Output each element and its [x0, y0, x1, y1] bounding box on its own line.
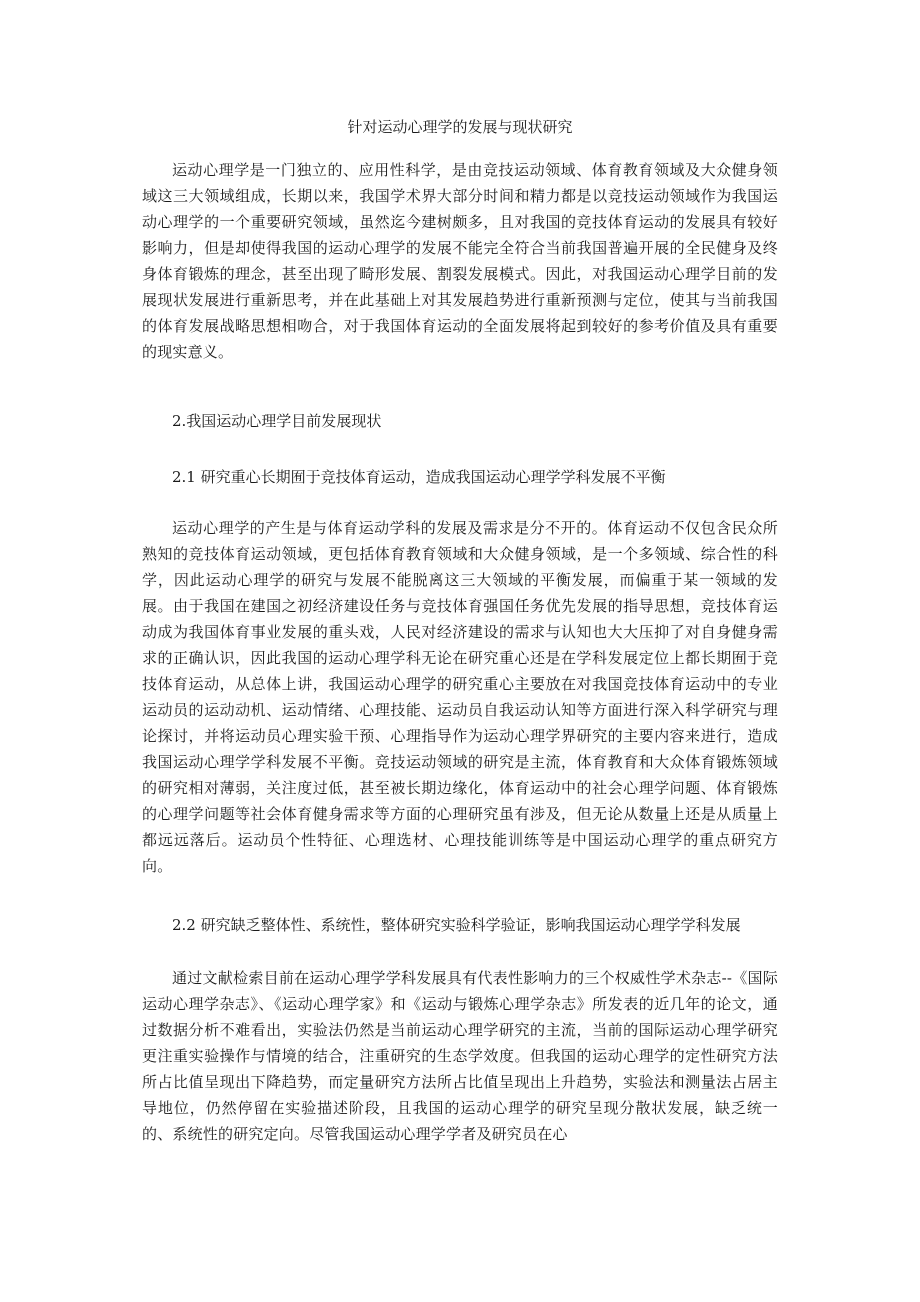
page-title: 针对运动心理学的发展与现状研究: [347, 118, 573, 136]
section-2-2-paragraph: 通过文献检索目前在运动心理学学科发展具有代表性影响力的三个权威性学术杂志--《国际运动心理学杂志》、《运动心理学家》和《运动与锻炼心理学杂志》所发表的近几年的论文，通过数据分析不难看出，实验法仍然是当前运动心理学研究的主流，当前的国际运动心理学研究更注重实验操作与情境的结合，注重研究的生态学效度。但我国的运动心理学的定性研究方法所占比值呈现出下降趋势，而定量研究方法所占比值呈现出上升趋势，实验法和测量法占居主导地位，仍然停留在实验描述阶段，且我国的运动心理学的研究呈现分散状发展，缺乏统一的、系统性的研究定向。尽管我国运动心理学学者及研究员在心: [142, 969, 778, 1143]
section-2-1-paragraph: 运动心理学的产生是与体育运动学科的发展及需求是分不开的。体育运动不仅包含民众所熟知的竞技体育运动领域，更包括体育教育领域和大众健身领域，是一个多领域、综合性的科学，因此运动心理学的研究与发展不能脱离这三大领域的平衡发展，而偏重于某一领域的发展。由于我国在建国之初经济建设任务与竞技体育强国任务优先发展的指导思想，竞技体育运动成为我国体育事业发展的重头戏，人民对经济建设的需求与认知也大大压抑了对自身健身需求的正确认识，因此我国的运动心理学科无论在研究重心还是在学科发展定位上都长期囿于竞技体育运动，从总体上讲，我国运动心理学的研究重心主要放在对我国竞技体育运动中的专业运动员的运动动机、运动情绪、心理技能、运动员自我运动认知等方面进行深入科学研究与理论探讨，并将运动员心理实验干预、心理指导作为运动心理学界研究的主要内容来进行，造成我国运动心理学学科发展不平衡。竞技运动领域的研究是主流，体育教育和大众体育锻炼领域的研究相对薄弱，关注度过低，甚至被长期边缘化，体育运动中的社会心理学问题、体育锻炼的心理学问题等社会体育健身需求等方面的心理研究虽有涉及，但无论从数量上还是从质量上都远远落后。运动员个性特征、心理选材、心理技能训练等是中国运动心理学的重点研究方向。: [142, 519, 778, 875]
intro-paragraph: 运动心理学是一门独立的、应用性科学，是由竞技运动领域、体育教育领域及大众健身领域这三大领域组成，长期以来，我国学术界大部分时间和精力都是以竞技运动领域作为我国运动心理学的一个重要研究领域，虽然迄今建树颇多，且对我国的竞技体育运动的发展具有较好影响力，但是却使得我国的运动心理学的发展不能完全符合当前我国普遍开展的全民健身及终身体育锻炼的理念，甚至出现了畸形发展、割裂发展模式。因此，对我国运动心理学目前的发展现状发展进行重新思考，并在此基础上对其发展趋势进行重新预测与定位，使其与当前我国的体育发展战略思想相吻合，对于我国体育运动的全面发展将起到较好的参考价值及具有重要的现实意义。: [142, 161, 778, 361]
section-2-heading: 2.我国运动心理学目前发展现状: [172, 412, 382, 430]
section-2-2-heading: 2.2 研究缺乏整体性、系统性，整体研究实验科学验证，影响我国运动心理学学科发展: [172, 916, 741, 934]
section-2-1-heading: 2.1 研究重心长期囿于竞技体育运动，造成我国运动心理学学科发展不平衡: [172, 468, 666, 486]
